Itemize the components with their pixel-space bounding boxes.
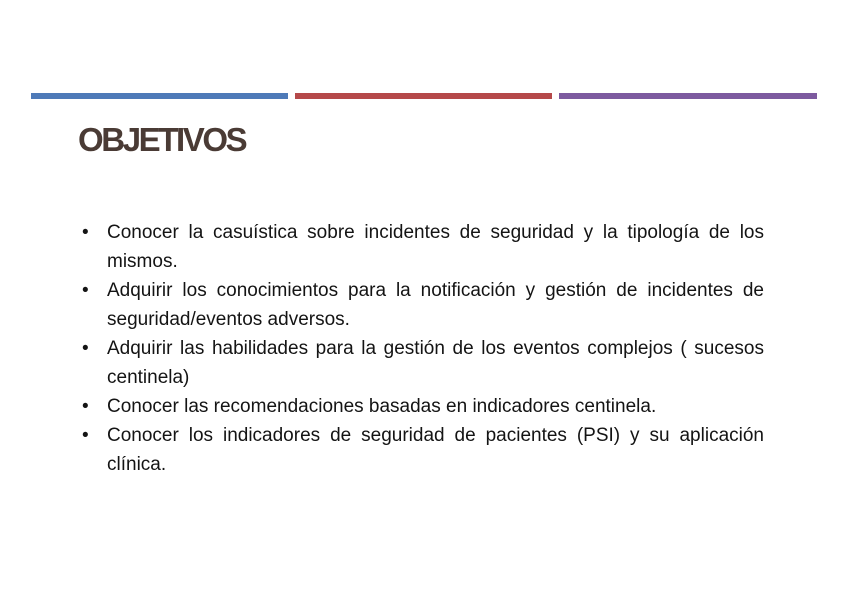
- objectives-list: [82, 218, 764, 479]
- header-accent-bars: [31, 93, 817, 99]
- bullet-icon: •: [82, 280, 89, 301]
- accent-bar-red: [295, 93, 552, 99]
- accent-bar-blue: [31, 93, 288, 99]
- objective-item: [82, 334, 764, 392]
- objective-text: Adquirir los conocimientos para la notificación y gestión de incidentes de seguridad/eventos adversos.: [107, 280, 764, 330]
- objective-item: [82, 392, 764, 421]
- objective-text: Conocer la casuística sobre incidentes de seguridad y la tipología de los mismos.: [107, 222, 764, 272]
- bullet-icon: •: [82, 338, 89, 359]
- slide-title: OBJETIVOS: [78, 121, 246, 158]
- bullet-icon: •: [82, 222, 89, 243]
- objective-text: Conocer las recomendaciones basadas en indicadores centinela.: [107, 396, 657, 417]
- accent-bar-purple: [559, 93, 817, 99]
- objective-item: [82, 276, 764, 334]
- bullet-icon: •: [82, 396, 89, 417]
- bullet-icon: •: [82, 425, 89, 446]
- objective-text: Conocer los indicadores de seguridad de pacientes (PSI) y su aplicación clínica.: [107, 425, 764, 475]
- objective-item: [82, 421, 764, 479]
- objective-item: [82, 218, 764, 276]
- objective-text: Adquirir las habilidades para la gestión de los eventos complejos ( sucesos centinela): [107, 338, 764, 388]
